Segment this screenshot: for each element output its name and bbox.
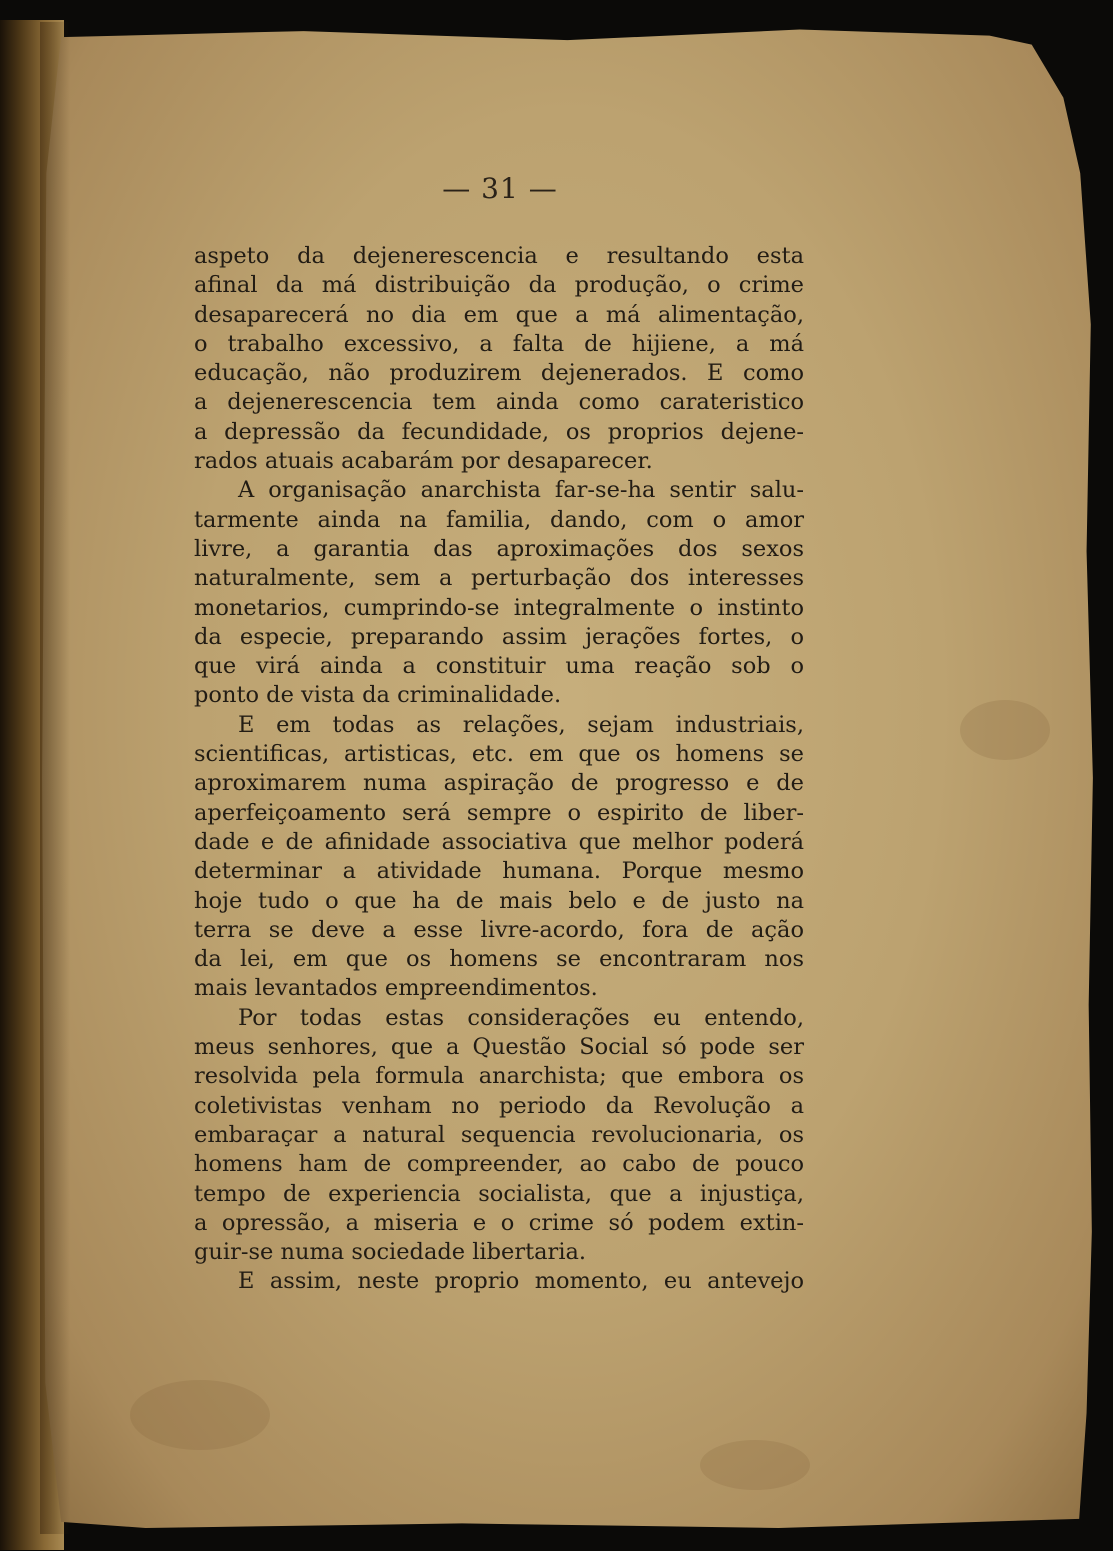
text-line: E em todas as relações, sejam industriais, [238, 711, 804, 738]
text-line: educação, não produzirem dejenerados. E como [194, 360, 804, 387]
text-line: terra se deve a esse livre-acordo, fora de ação [194, 916, 804, 943]
text-line: aspeto da dejenerescencia e resultando esta [194, 243, 804, 269]
gutter-shadow [40, 22, 70, 1534]
page-number: — 31 — [442, 172, 558, 205]
text-line: da lei, em que os homens se encontraram nos [194, 946, 804, 973]
text-line: A organisação anarchista far-se-ha sentir salu- [238, 477, 804, 504]
text-line: E assim, neste proprio momento, eu antevejo [238, 1268, 804, 1295]
text-line: tarmente ainda na familia, dando, com o amor [194, 506, 804, 533]
paper-stain [130, 1380, 270, 1450]
paper-stain [960, 700, 1050, 760]
text-line: embaraçar a natural sequencia revolucionaria, os [194, 1121, 804, 1148]
text-line: resolvida pela formula anarchista; que embora os [194, 1063, 804, 1090]
text-line: scientificas, artisticas, etc. em que os homens se [194, 741, 804, 768]
text-line: a dejenerescencia tem ainda como carateristico [194, 389, 804, 416]
text-line: determinar a atividade humana. Porque mesmo [194, 858, 804, 885]
text-line: ponto de vista da criminalidade. [194, 682, 562, 709]
body-text [194, 242, 804, 1297]
text-line: livre, a garantia das aproximações dos sexos [194, 535, 804, 562]
text-line: desaparecerá no dia em que a má alimentação, [194, 301, 804, 328]
text-line: da especie, preparando assim jerações fortes, o [194, 623, 804, 650]
text-line: mais levantados empreendimentos. [194, 975, 598, 1002]
text-line: o trabalho excessivo, a falta de hijiene, a má [194, 330, 804, 357]
text-line: que virá ainda a constituir uma reação sob o [194, 653, 804, 680]
text-line: a depressão da fecundidade, os proprios dejene- [194, 418, 804, 445]
text-line: a opressão, a miseria e o crime só podem extin- [194, 1209, 804, 1236]
text-line: coletivistas venham no periodo da Revolução a [194, 1092, 804, 1119]
text-line: homens ham de compreender, ao cabo de pouco [194, 1151, 804, 1178]
text-line: aperfeiçoamento será sempre o espirito de liber- [194, 799, 804, 826]
text-line: guir-se numa sociedade libertaria. [194, 1239, 587, 1266]
text-line: naturalmente, sem a perturbação dos interesses [194, 565, 804, 592]
paper-stain [700, 1440, 810, 1490]
text-line: meus senhores, que a Questão Social só pode ser [194, 1034, 804, 1061]
text-line: monetarios, cumprindo-se integralmente o instinto [194, 594, 804, 621]
text-line: afinal da má distribuição da produção, o crime [194, 272, 804, 299]
text-line: tempo de experiencia socialista, que a injustiça, [194, 1180, 804, 1207]
text-line: rados atuais acabarám por desaparecer. [194, 448, 653, 475]
text-line: hoje tudo o que ha de mais belo e de justo na [194, 887, 804, 914]
text-line: aproximarem numa aspiração de progresso e de [194, 770, 804, 797]
text-line: dade e de afinidade associativa que melhor poderá [194, 828, 804, 855]
text-line: Por todas estas considerações eu entendo, [238, 1004, 804, 1031]
